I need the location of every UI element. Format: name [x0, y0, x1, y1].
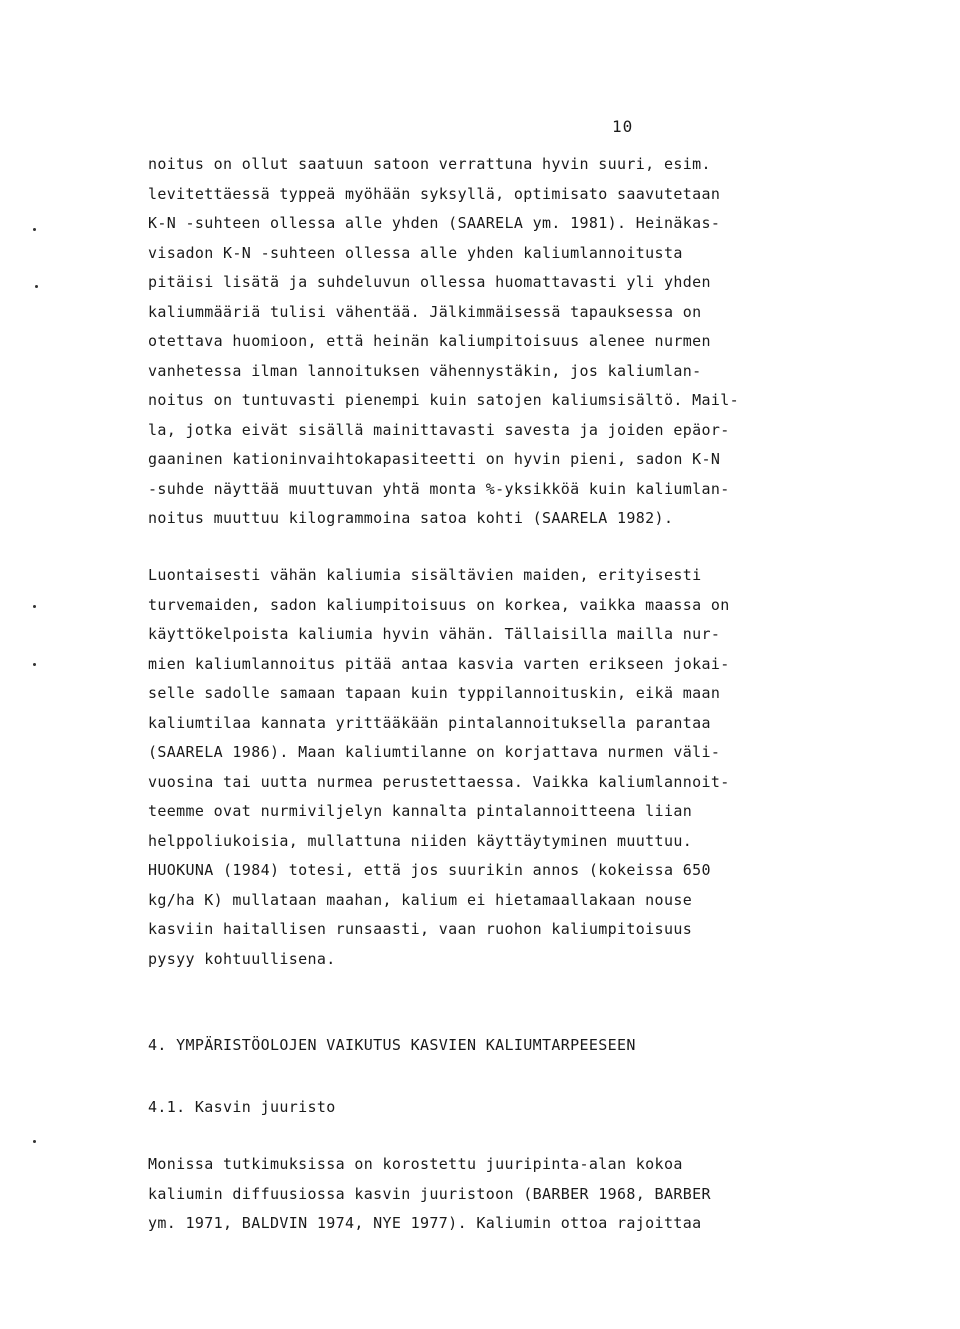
text-line: kasviin haitallisen runsaasti, vaan ruohon kaliumpitoisuus	[148, 920, 693, 938]
paragraph-1	[148, 150, 908, 534]
text-line: ym. 1971, BALDVIN 1974, NYE 1977). Kaliumin ottoa rajoittaa	[148, 1214, 702, 1232]
text-line: käyttökelpoista kaliumia hyvin vähän. Tällaisilla mailla nur-	[148, 625, 721, 643]
text-line: kaliummääriä tulisi vähentää. Jälkimmäisessä tapauksessa on	[148, 302, 702, 321]
text-line: selle sadolle samaan tapaan kuin typpilannoituskin, eikä maan	[148, 684, 721, 702]
text-line: turvemaiden, sadon kaliumpitoisuus on korkea, vaikka maassa on	[148, 595, 730, 614]
text-line: K-N -suhteen ollessa alle yhden (SAARELA ym. 1981). Heinäkas-	[148, 214, 721, 232]
text-line: vuosina tai uutta nurmea perustettaessa. Vaikka kaliumlannoit-	[148, 772, 730, 791]
text-line: HUOKUNA (1984) totesi, että jos suurikin annos (kokeissa 650	[148, 861, 711, 879]
scan-speck	[33, 1140, 36, 1143]
text-line: noitus on ollut saatuun satoon verrattuna hyvin suuri, esim.	[148, 155, 711, 173]
section-heading: 4. YMPÄRISTÖOLOJEN VAIKUTUS KASVIEN KALIUMTARPEESEEN	[148, 1036, 636, 1054]
text-line: noitus muuttuu kilogrammoina satoa kohti (SAARELA 1982).	[148, 509, 674, 527]
scan-speck	[35, 285, 38, 288]
text-line: gaaninen kationinvaihtokapasiteetti on hyvin pieni, sadon K-N	[148, 450, 721, 468]
text-line: pysyy kohtuullisena.	[148, 949, 336, 968]
text-line: -suhde näyttää muuttuvan yhtä monta %-yksikköä kuin kaliumlan-	[148, 479, 730, 498]
text-line: noitus on tuntuvasti pienempi kuin satojen kaliumsisältö. Mail-	[148, 391, 739, 409]
scan-speck	[33, 228, 36, 231]
paragraph-3	[148, 1150, 908, 1239]
scan-speck	[33, 663, 36, 666]
text-line: mien kaliumlannoitus pitää antaa kasvia varten erikseen jokai-	[148, 654, 730, 673]
text-line: levitettäessä typpeä myöhään syksyllä, optimisato saavutetaan	[148, 184, 721, 203]
text-line: teemme ovat nurmiviljelyn kannalta pintalannoitteena liian	[148, 802, 693, 820]
text-line: pitäisi lisätä ja suhdeluvun ollessa huomattavasti yli yhden	[148, 273, 711, 291]
text-line: helppoliukoisia, mullattuna niiden käyttäytyminen muuttuu.	[148, 831, 693, 850]
text-line: Luontaisesti vähän kaliumia sisältävien maiden, erityisesti	[148, 566, 702, 584]
text-line: kaliumtilaa kannata yrittääkään pintalannoituksella parantaa	[148, 713, 711, 732]
section-heading-block	[148, 1031, 908, 1061]
text-line: kaliumin diffuusiossa kasvin juuristoon (BARBER 1968, BARBER	[148, 1184, 711, 1203]
scan-speck	[33, 605, 36, 608]
text-line: (SAARELA 1986). Maan kaliumtilanne on korjattava nurmen väli-	[148, 743, 721, 761]
text-line: la, jotka eivät sisällä mainittavasti savesta ja joiden epäor-	[148, 420, 730, 439]
text-line: Monissa tutkimuksissa on korostettu juuripinta-alan kokoa	[148, 1155, 683, 1173]
text-line: vanhetessa ilman lannoituksen vähennystäkin, jos kaliumlan-	[148, 361, 702, 380]
paragraph-2	[148, 561, 908, 974]
subsection-heading: 4.1. Kasvin juuristo	[148, 1098, 336, 1116]
page-number: 10	[612, 117, 634, 136]
text-line: kg/ha K) mullataan maahan, kalium ei hietamaallakaan nouse	[148, 890, 693, 909]
text-line: otettava huomioon, että heinän kaliumpitoisuus alenee nurmen	[148, 332, 711, 350]
text-line: visadon K-N -suhteen ollessa alle yhden kaliumlannoitusta	[148, 243, 683, 262]
subsection-heading-block	[148, 1093, 908, 1123]
